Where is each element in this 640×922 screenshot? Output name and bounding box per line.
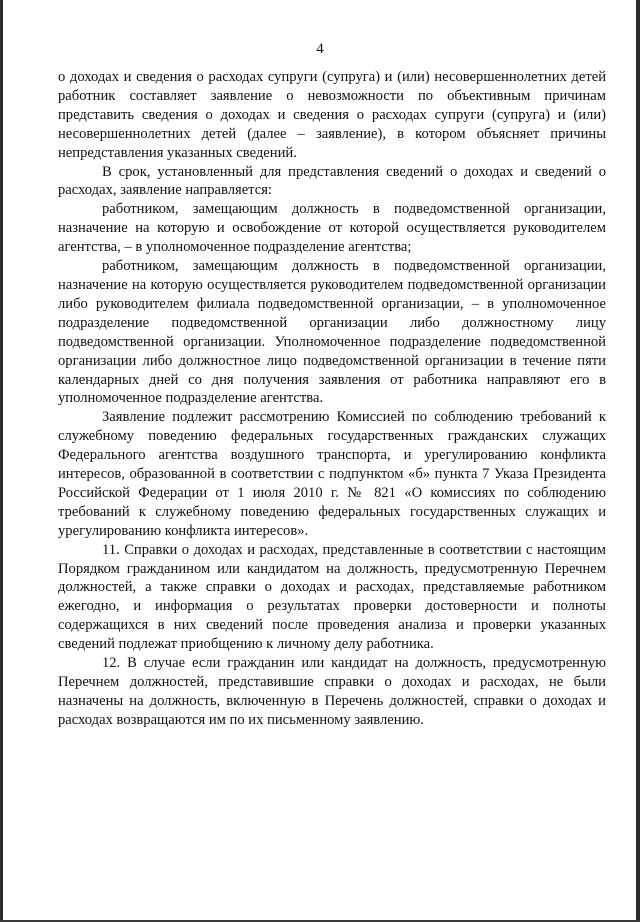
paragraph-organization-employee: работником, замещающим должность в подведомственной организации, назначение на которую осуществляется руководителем подведомственной организации либо руководителем филиала подведомственной организации, – в уполномоченное подразделение подведомственной организации либо должностному лицу подведомственной организации. Уполномоченное подразделение подведомственной организации либо должностное лицо подведомственной организации в течение пяти календарных дней со дня получения заявления от работника направляют его в уполномоченное подразделение агентства.: [58, 258, 606, 407]
paragraph-continuation: о доходах и сведения о расходах супруги (супруга) и (или) несовершеннолетних детей работник составляет заявление о невозможности по объективным причинам представить сведения о доходах и сведения о расходах супруги (супруга) и (или) несовершеннолетних детей (далее – заявление), в котором объясняет причины непредставления указанных сведений.: [58, 69, 606, 161]
paragraph-item-12: 12. В случае если гражданин или кандидат на должность, предусмотренную Перечнем должностей, представившие справки о доходах и расходах, не были назначены на должность, включенную в Перечень должностей, справки о доходах и расходах возвращаются им по их письменному заявлению.: [58, 655, 606, 728]
scan-edge-left: [0, 0, 3, 922]
document-body: [58, 68, 606, 730]
page-number: 4: [316, 41, 324, 57]
paragraph-item-11: 11. Справки о доходах и расходах, представленные в соответствии с настоящим Порядком гражданином или кандидатом на должность, предусмотренную Перечнем должностей, а также справки о доходах и расходах, представляемые работником ежегодно, и информация о результатах проверки достоверности и полноты содержащихся в них сведений после проведения анализа и проверки указанных сведений подлежат приобщению к личному делу работника.: [58, 541, 606, 653]
paragraph-commission-review: Заявление подлежит рассмотрению Комиссией по соблюдению требований к служебному поведению федеральных государственных гражданских служащих Федерального агентства воздушного транспорта, и урегулированию конфликта интересов, образованной в соответствии с подпунктом «б» пункта 7 Указа Президента Российской Федерации от 1 июля 2010 г. № 821 «О комиссиях по соблюдению требований к служебному поведению федеральных государственных служащих и урегулированию конфликта интересов».: [58, 409, 606, 539]
paragraph-deadline: В срок, установленный для представления сведений о доходах и сведений о расходах, заявление направляется:: [58, 163, 606, 199]
scan-edge-right: [636, 0, 640, 922]
paragraph-agency-employee: работником, замещающим должность в подведомственной организации, назначение на которую и освобождение от которой осуществляется руководителем агентства, – в уполномоченное подразделение агентства;: [58, 201, 606, 256]
